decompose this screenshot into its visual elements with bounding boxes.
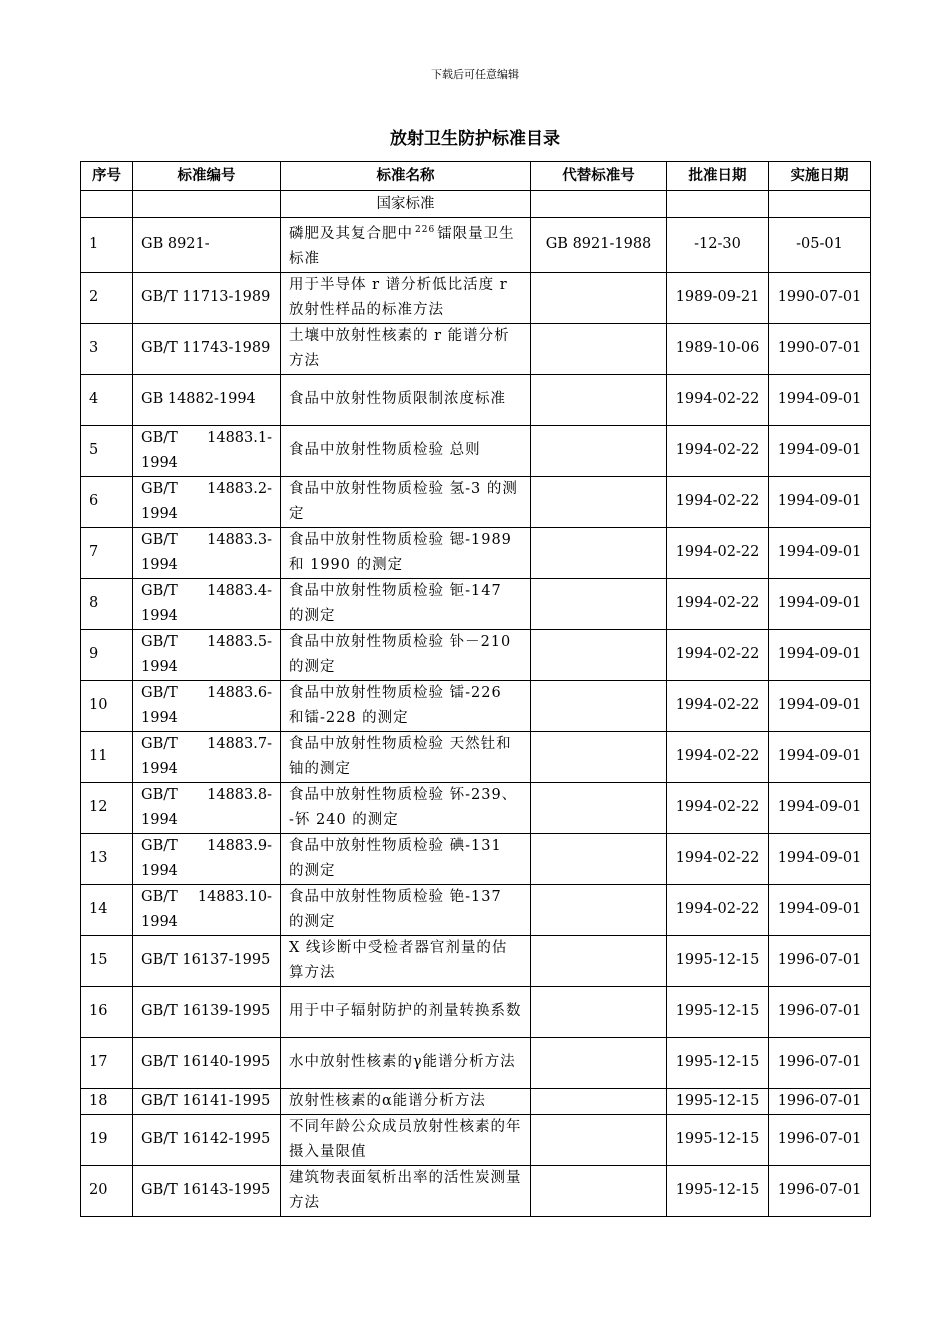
code-year: 1994 [141,505,178,522]
table-row [81,374,871,425]
cell-approved-date: 1989-10-06 [667,323,769,374]
cell-no: 20 [81,1165,133,1216]
cell-name: 食品中放射性物质检验 锶-1989 和 1990 的测定 [281,527,531,578]
cell-name: 不同年龄公众成员放射性核素的年摄入量限值 [281,1114,531,1165]
cell-approved-date: 1994-02-22 [667,782,769,833]
cell-effective-date: 1996-07-01 [769,1037,871,1088]
cell-effective-date: 1990-07-01 [769,323,871,374]
cell-effective-date: 1996-07-01 [769,935,871,986]
cell-code [133,476,281,527]
cell-no: 6 [81,476,133,527]
code-number: 14883.7- [207,735,272,752]
cell-name: 用于中子辐射防护的剂量转换系数 [281,986,531,1037]
cell-name [281,218,531,273]
cell-effective-date: 1994-09-01 [769,833,871,884]
cell-effective-date: 1994-09-01 [769,629,871,680]
table-row [81,1088,871,1114]
column-header-effective: 实施日期 [769,162,871,191]
cell-effective-date: -05-01 [769,218,871,273]
cell-no: 11 [81,731,133,782]
cell-no: 18 [81,1088,133,1114]
cell-code [133,680,281,731]
cell-name: 食品中放射性物质检验 钋－210 的测定 [281,629,531,680]
cell-approved-date: 1995-12-15 [667,935,769,986]
cell-no: 13 [81,833,133,884]
cell-name: 食品中放射性物质检验 碘-131 的测定 [281,833,531,884]
table-row [81,476,871,527]
cell-approved-date: 1995-12-15 [667,1037,769,1088]
cell-approved-date: 1994-02-22 [667,578,769,629]
cell-replaces: GB 8921-1988 [531,218,667,273]
cell-code [133,782,281,833]
cell-name: 食品中放射性物质检验 钷-147 的测定 [281,578,531,629]
cell-code [133,578,281,629]
cell-effective-date: 1994-09-01 [769,884,871,935]
column-header-name: 标准名称 [281,162,531,191]
cell-approved-date: 1994-02-22 [667,425,769,476]
cell-no: 17 [81,1037,133,1088]
code-number: 14883.1- [207,429,272,446]
cell-no: 15 [81,935,133,986]
cell-effective-date: 1994-09-01 [769,527,871,578]
cell-code: GB/T 16141-1995 [133,1088,281,1114]
cell-effective-date: 1994-09-01 [769,731,871,782]
cell-name: 水中放射性核素的γ能谱分析方法 [281,1037,531,1088]
table-row [81,680,871,731]
table-row [81,935,871,986]
cell-approved-date: 1994-02-22 [667,374,769,425]
cell-code: GB 8921- [133,218,281,273]
table-row [81,833,871,884]
code-number: 14883.5- [207,633,272,650]
section-row [81,191,871,218]
cell-effective-date: 1996-07-01 [769,1088,871,1114]
cell-code: GB/T 16137-1995 [133,935,281,986]
cell-approved-date: 1994-02-22 [667,476,769,527]
code-year: 1994 [141,709,178,726]
cell-replaces [531,782,667,833]
code-prefix: GB/T [141,633,178,650]
cell-replaces [531,1114,667,1165]
code-number: 14883.6- [207,684,272,701]
table-row [81,986,871,1037]
cell-approved-date: 1994-02-22 [667,884,769,935]
cell-replaces [531,1088,667,1114]
column-header-no: 序号 [81,162,133,191]
cell-replaces [531,935,667,986]
code-prefix: GB/T [141,888,178,905]
cell-code: GB/T 16139-1995 [133,986,281,1037]
cell-code [133,731,281,782]
table-row [81,425,871,476]
cell-replaces [531,1037,667,1088]
cell-no: 4 [81,374,133,425]
cell-no: 5 [81,425,133,476]
table-row [81,629,871,680]
code-prefix: GB/T [141,786,178,803]
cell-name: 食品中放射性物质检验 钚-239、 -钚 240 的测定 [281,782,531,833]
cell-approved-date: 1995-12-15 [667,1114,769,1165]
cell-code [133,527,281,578]
cell-replaces [531,578,667,629]
code-year: 1994 [141,913,178,930]
cell-replaces [531,986,667,1037]
table-row [81,1037,871,1088]
cell-code [133,833,281,884]
cell-name: 食品中放射性物质检验 总则 [281,425,531,476]
column-header-approved: 批准日期 [667,162,769,191]
cell-code [133,629,281,680]
cell-name: 食品中放射性物质检验 铯-137 的测定 [281,884,531,935]
code-year: 1994 [141,862,178,879]
cell-no: 9 [81,629,133,680]
cell-code: GB/T 16143-1995 [133,1165,281,1216]
cell-approved-date: 1994-02-22 [667,680,769,731]
code-year: 1994 [141,454,178,471]
table-row [81,731,871,782]
cell-name: 放射性核素的α能谱分析方法 [281,1088,531,1114]
cell-no: 2 [81,272,133,323]
cell-effective-date: 1994-09-01 [769,425,871,476]
header-note: 下载后可任意编辑 [431,68,519,81]
cell-effective-date: 1990-07-01 [769,272,871,323]
table-row [81,323,871,374]
cell-name: 建筑物表面氡析出率的活性炭测量方法 [281,1165,531,1216]
code-prefix: GB/T [141,429,178,446]
table-row [81,527,871,578]
cell-name: 食品中放射性物质检验 天然钍和铀的测定 [281,731,531,782]
cell-replaces [531,272,667,323]
cell-no: 8 [81,578,133,629]
cell-approved-date: 1994-02-22 [667,833,769,884]
table-row [81,884,871,935]
cell-replaces [531,680,667,731]
cell-no: 14 [81,884,133,935]
section-label: 国家标准 [281,191,531,218]
code-year: 1994 [141,607,178,624]
cell-replaces [531,884,667,935]
table-row [81,1165,871,1216]
cell-name: 食品中放射性物质限制浓度标准 [281,374,531,425]
cell-approved-date: 1995-12-15 [667,1088,769,1114]
code-prefix: GB/T [141,531,178,548]
cell-name: 用于半导体 r 谱分析低比活度 r 放射性样品的标准方法 [281,272,531,323]
cell-approved-date: 1989-09-21 [667,272,769,323]
cell-effective-date: 1994-09-01 [769,476,871,527]
cell-name: 食品中放射性物质检验 镭-226 和镭-228 的测定 [281,680,531,731]
cell-no: 10 [81,680,133,731]
column-header-replaces: 代替标准号 [531,162,667,191]
code-year: 1994 [141,760,178,777]
cell-replaces [531,323,667,374]
standards-table [80,161,871,1217]
code-prefix: GB/T [141,684,178,701]
cell-replaces [531,833,667,884]
table-header-row [81,162,871,191]
table-row [81,272,871,323]
code-year: 1994 [141,556,178,573]
name-superscript: 226 [415,225,436,235]
table-row [81,578,871,629]
code-year: 1994 [141,811,178,828]
cell-approved-date: 1995-12-15 [667,986,769,1037]
cell-no: 16 [81,986,133,1037]
cell-replaces [531,425,667,476]
code-number: 14883.3- [207,531,272,548]
cell-approved-date: 1994-02-22 [667,629,769,680]
cell-approved-date: 1994-02-22 [667,527,769,578]
cell-code: GB/T 11713-1989 [133,272,281,323]
cell-no: 3 [81,323,133,374]
cell-code: GB/T 16140-1995 [133,1037,281,1088]
name-part: 镭限量卫生标准 [289,225,515,267]
cell-effective-date: 1994-09-01 [769,680,871,731]
cell-replaces [531,629,667,680]
cell-effective-date: 1994-09-01 [769,374,871,425]
cell-approved-date: -12-30 [667,218,769,273]
code-prefix: GB/T [141,582,178,599]
cell-effective-date: 1996-07-01 [769,1114,871,1165]
cell-code: GB/T 16142-1995 [133,1114,281,1165]
cell-replaces [531,374,667,425]
cell-effective-date: 1994-09-01 [769,578,871,629]
table-row [81,218,871,273]
code-number: 14883.10- [197,888,272,905]
code-prefix: GB/T [141,480,178,497]
cell-code [133,884,281,935]
name-part: 磷肥及其复合肥中 [289,225,413,242]
cell-replaces [531,476,667,527]
cell-name: 土壤中放射性核素的 r 能谱分析方法 [281,323,531,374]
cell-replaces [531,527,667,578]
cell-no: 19 [81,1114,133,1165]
cell-effective-date: 1994-09-01 [769,782,871,833]
cell-no: 12 [81,782,133,833]
cell-code [133,425,281,476]
cell-replaces [531,731,667,782]
cell-no: 1 [81,218,133,273]
code-number: 14883.2- [207,480,272,497]
code-year: 1994 [141,658,178,675]
cell-replaces [531,1165,667,1216]
column-header-code: 标准编号 [133,162,281,191]
code-number: 14883.8- [207,786,272,803]
table-row [81,1114,871,1165]
cell-name: X 线诊断中受检者器官剂量的估算方法 [281,935,531,986]
cell-effective-date: 1996-07-01 [769,1165,871,1216]
code-prefix: GB/T [141,735,178,752]
document-title: 放射卫生防护标准目录 [390,129,560,149]
cell-approved-date: 1994-02-22 [667,731,769,782]
cell-code: GB/T 11743-1989 [133,323,281,374]
cell-name: 食品中放射性物质检验 氢-3 的测定 [281,476,531,527]
cell-effective-date: 1996-07-01 [769,986,871,1037]
code-prefix: GB/T [141,837,178,854]
table-row [81,782,871,833]
cell-code: GB 14882-1994 [133,374,281,425]
code-number: 14883.9- [207,837,272,854]
cell-no: 7 [81,527,133,578]
code-number: 14883.4- [207,582,272,599]
cell-approved-date: 1995-12-15 [667,1165,769,1216]
